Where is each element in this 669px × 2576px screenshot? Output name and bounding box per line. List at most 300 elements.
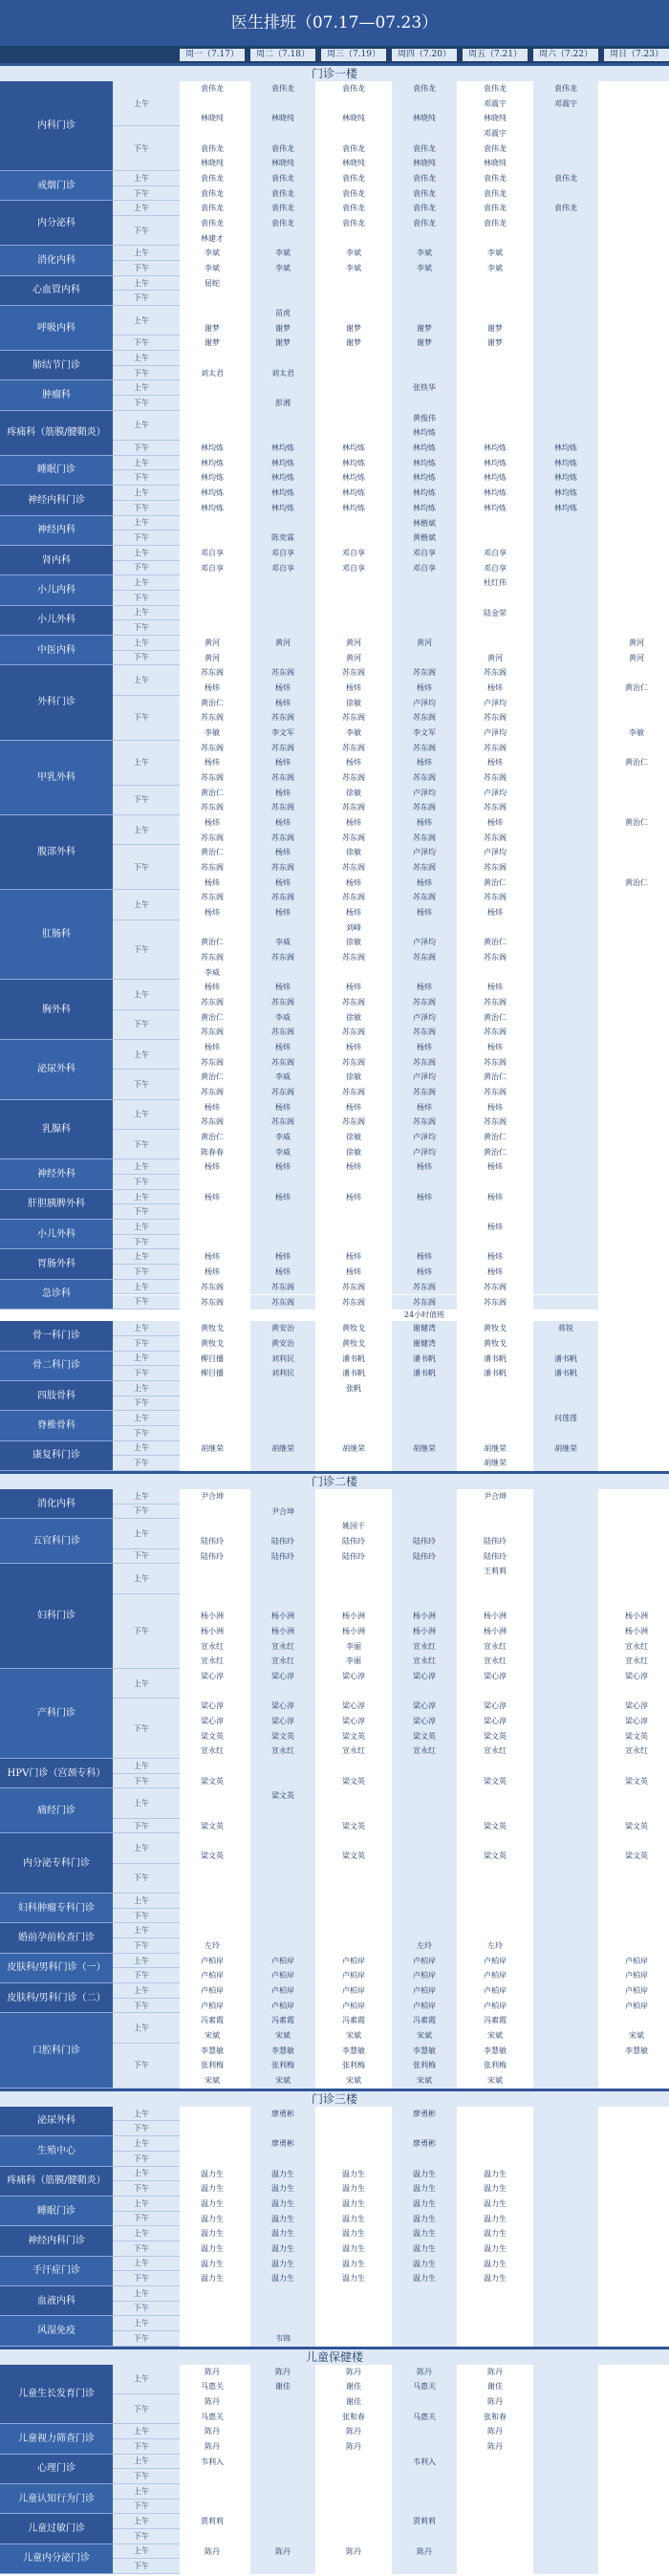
schedule-cell: 卢柏岸 bbox=[321, 1968, 386, 1983]
schedule-cell bbox=[533, 1684, 598, 1699]
schedule-cell bbox=[604, 741, 669, 756]
schedule-cell bbox=[533, 561, 598, 576]
schedule-cell bbox=[321, 1833, 386, 1849]
schedule-cell: 林均炼 bbox=[463, 470, 528, 486]
department-name: 肾内科 bbox=[0, 546, 113, 575]
schedule-cell: 宋斌 bbox=[180, 2028, 245, 2044]
schedule-cell bbox=[250, 351, 315, 366]
schedule-cell bbox=[604, 1235, 669, 1250]
schedule-cell bbox=[604, 1220, 669, 1235]
schedule-cell: 梁文英 bbox=[180, 1729, 245, 1744]
schedule-cell bbox=[533, 755, 598, 770]
schedule-cell: 苏东阁 bbox=[250, 1085, 315, 1100]
schedule-cell: 黄治仁 bbox=[463, 1010, 528, 1026]
schedule-cell bbox=[533, 1175, 598, 1190]
schedule-cell: 李文军 bbox=[392, 725, 457, 741]
schedule-cell: 柳目播 bbox=[180, 1366, 245, 1381]
schedule-cell bbox=[604, 561, 669, 576]
department-name: 胸外科 bbox=[0, 980, 113, 1040]
schedule-cell bbox=[604, 1249, 669, 1265]
schedule-cell: 杨炜 bbox=[321, 905, 386, 920]
schedule-cell bbox=[321, 1411, 386, 1426]
department-name: 小儿内科 bbox=[0, 575, 113, 605]
am-label: 上午 bbox=[113, 516, 180, 531]
schedule-cell: 杨炜 bbox=[392, 1040, 457, 1055]
pm-label: 下午 bbox=[113, 1396, 180, 1412]
schedule-cell bbox=[392, 1774, 457, 1789]
schedule-cell bbox=[533, 380, 598, 396]
schedule-cell bbox=[250, 1220, 315, 1235]
schedule-cell: 苏东阁 bbox=[180, 860, 245, 876]
schedule-cell bbox=[321, 575, 386, 591]
schedule-cell bbox=[463, 2529, 528, 2544]
schedule-cell bbox=[533, 831, 598, 846]
schedule-cell: 宋斌 bbox=[392, 2073, 457, 2089]
schedule-cell bbox=[533, 396, 598, 411]
schedule-cell: 左玲 bbox=[180, 1938, 245, 1954]
schedule-cell: 苏东阁 bbox=[463, 741, 528, 756]
schedule-cell: 李斌 bbox=[250, 261, 315, 276]
am-label: 上午 bbox=[113, 2286, 180, 2302]
schedule-cell bbox=[321, 2121, 386, 2136]
pm-label: 下午 bbox=[113, 2212, 180, 2227]
schedule-cell bbox=[321, 2529, 386, 2544]
schedule-cell: 陆伟玲 bbox=[180, 1549, 245, 1565]
schedule-cell: 陈奕霖 bbox=[250, 530, 315, 546]
pm-label: 下午 bbox=[113, 1130, 180, 1159]
schedule-cell bbox=[180, 1579, 245, 1594]
schedule-cell: 苏东阁 bbox=[180, 995, 245, 1010]
schedule-cell: 苏东阁 bbox=[250, 665, 315, 681]
schedule-cell bbox=[321, 2152, 386, 2167]
am-label: 上午 bbox=[113, 351, 180, 366]
am-label: 上午 bbox=[113, 890, 180, 920]
header-day: 周五（7.21） bbox=[463, 49, 528, 61]
section-header: 门诊二楼 bbox=[0, 1471, 669, 1489]
schedule-cell bbox=[463, 231, 528, 247]
schedule-cell bbox=[180, 620, 245, 636]
schedule-cell: 张和春 bbox=[463, 2410, 528, 2425]
department-name: 肿瘤科 bbox=[0, 380, 113, 410]
schedule-cell: 黄牧戈 bbox=[321, 1336, 386, 1352]
department-name: 睡眠门诊 bbox=[0, 2197, 113, 2226]
am-label: 上午 bbox=[113, 2544, 180, 2560]
schedule-cell bbox=[463, 396, 528, 411]
schedule-cell bbox=[463, 2484, 528, 2500]
schedule-cell: 杨炜 bbox=[463, 1100, 528, 1115]
schedule-cell: 杨小洲 bbox=[463, 1624, 528, 1639]
department-name: HPV门诊（宫颈专科） bbox=[0, 1759, 113, 1788]
department-name: 骨二科门诊 bbox=[0, 1352, 113, 1381]
schedule-cell bbox=[180, 2286, 245, 2302]
schedule-cell: 温力生 bbox=[463, 2197, 528, 2212]
schedule-cell: 苗虎 bbox=[250, 306, 315, 321]
schedule-cell bbox=[463, 2107, 528, 2122]
schedule-cell: 屈蛇 bbox=[180, 276, 245, 292]
am-label: 上午 bbox=[113, 815, 180, 845]
schedule-cell: 梁心淳 bbox=[463, 1714, 528, 1729]
schedule-cell bbox=[180, 1519, 245, 1534]
schedule-cell: 宋斌 bbox=[321, 2028, 386, 2044]
schedule-cell bbox=[250, 2439, 315, 2455]
schedule-cell bbox=[604, 97, 669, 112]
schedule-cell: 陆伟玲 bbox=[321, 1534, 386, 1549]
schedule-cell bbox=[604, 396, 669, 411]
pm-label: 下午 bbox=[113, 2394, 180, 2424]
schedule-cell bbox=[604, 2379, 669, 2394]
schedule-cell bbox=[250, 651, 315, 666]
schedule-cell bbox=[250, 1774, 315, 1789]
schedule-cell bbox=[533, 1159, 598, 1175]
schedule-cell: 卢泽均 bbox=[392, 696, 457, 711]
schedule-cell bbox=[463, 306, 528, 321]
schedule-cell: 卢泽均 bbox=[392, 935, 457, 950]
schedule-cell: 陆伟玲 bbox=[463, 1549, 528, 1565]
department-name: 骨一科门诊 bbox=[0, 1321, 113, 1351]
schedule-cell bbox=[250, 965, 315, 981]
schedule-cell: 苏东阁 bbox=[250, 800, 315, 815]
schedule-cell: 李斌 bbox=[392, 261, 457, 276]
schedule-cell bbox=[180, 1594, 245, 1610]
schedule-cell bbox=[463, 636, 528, 651]
schedule-cell bbox=[321, 1396, 386, 1412]
schedule-cell bbox=[392, 1833, 457, 1849]
schedule-cell bbox=[180, 2107, 245, 2122]
schedule-cell: 杨炜 bbox=[392, 1249, 457, 1265]
schedule-cell: 刘利民 bbox=[250, 1366, 315, 1381]
schedule-cell bbox=[533, 2073, 598, 2089]
schedule-cell: 李威 bbox=[180, 965, 245, 981]
schedule-cell: 袁伟龙 bbox=[180, 186, 245, 202]
schedule-cell: 卢柏岸 bbox=[180, 1983, 245, 1999]
schedule-cell bbox=[180, 1878, 245, 1894]
schedule-cell bbox=[604, 470, 669, 486]
schedule-cell bbox=[250, 2121, 315, 2136]
schedule-cell bbox=[321, 396, 386, 411]
schedule-cell bbox=[533, 681, 598, 696]
schedule-cell bbox=[392, 1504, 457, 1520]
schedule-cell: 苏东阁 bbox=[463, 1295, 528, 1310]
schedule-cell bbox=[392, 1909, 457, 1924]
schedule-cell bbox=[250, 1938, 315, 1954]
schedule-cell bbox=[533, 1774, 598, 1789]
schedule-cell bbox=[533, 950, 598, 965]
header-day: 周二（7.18） bbox=[250, 49, 315, 61]
schedule-cell: 苏东阁 bbox=[180, 1280, 245, 1295]
schedule-cell bbox=[463, 2514, 528, 2529]
schedule-cell: 卢柏岸 bbox=[321, 1999, 386, 2014]
schedule-cell: 苏东阁 bbox=[463, 710, 528, 725]
am-label: 上午 bbox=[113, 1788, 180, 1818]
schedule-cell: 卢柏岸 bbox=[180, 1954, 245, 1969]
schedule-cell: 苏东阁 bbox=[463, 890, 528, 905]
schedule-cell: 谢佳 bbox=[321, 2379, 386, 2394]
schedule-cell bbox=[250, 1819, 315, 1834]
schedule-cell bbox=[392, 591, 457, 606]
schedule-cell: 卢柏岸 bbox=[463, 1968, 528, 1983]
schedule-cell: 梁文英 bbox=[604, 1729, 669, 1744]
schedule-cell: 卢柏岸 bbox=[463, 1983, 528, 1999]
schedule-cell: 温力生 bbox=[392, 2226, 457, 2241]
schedule-cell: 梁心淳 bbox=[463, 1699, 528, 1714]
schedule-cell: 梁心淳 bbox=[250, 1699, 315, 1714]
schedule-cell: 温力生 bbox=[180, 2271, 245, 2286]
schedule-cell bbox=[321, 291, 386, 306]
schedule-cell bbox=[180, 1909, 245, 1924]
am-label: 上午 bbox=[113, 606, 180, 621]
department-name: 血液内科 bbox=[0, 2286, 113, 2316]
schedule-cell: 苏东阁 bbox=[392, 1295, 457, 1310]
schedule-cell: 宣永红 bbox=[392, 1654, 457, 1669]
department-name: 内分泌专科门诊 bbox=[0, 1833, 113, 1894]
schedule-cell: 邓震宇 bbox=[463, 97, 528, 112]
schedule-cell bbox=[180, 1396, 245, 1412]
schedule-cell bbox=[533, 1609, 598, 1624]
schedule-cell: 苏东阁 bbox=[180, 1295, 245, 1310]
schedule-cell: 陈丹 bbox=[250, 2365, 315, 2380]
schedule-cell: 杨小洲 bbox=[180, 1609, 245, 1624]
am-label: 上午 bbox=[113, 2316, 180, 2331]
schedule-cell bbox=[392, 606, 457, 621]
schedule-cell bbox=[604, 665, 669, 681]
schedule-cell bbox=[180, 396, 245, 411]
schedule-cell: 林均炼 bbox=[180, 486, 245, 501]
schedule-cell: 陈丹 bbox=[463, 2365, 528, 2380]
schedule-cell bbox=[321, 411, 386, 426]
schedule-cell: 林晓纯 bbox=[321, 156, 386, 171]
schedule-cell: 苏东阁 bbox=[463, 831, 528, 846]
department-name: 手汗症门诊 bbox=[0, 2257, 113, 2286]
schedule-cell bbox=[392, 2424, 457, 2439]
schedule-cell bbox=[321, 1894, 386, 1909]
schedule-cell: 黄治仁 bbox=[604, 755, 669, 770]
schedule-cell bbox=[392, 2121, 457, 2136]
schedule-cell bbox=[604, 935, 669, 950]
schedule-cell bbox=[604, 1040, 669, 1055]
schedule-cell bbox=[392, 366, 457, 381]
schedule-cell bbox=[604, 1010, 669, 1026]
schedule-cell bbox=[250, 1519, 315, 1534]
pm-label: 下午 bbox=[113, 1336, 180, 1352]
am-label: 上午 bbox=[113, 1159, 180, 1175]
schedule-cell: 邓自享 bbox=[321, 546, 386, 561]
schedule-cell bbox=[604, 1594, 669, 1610]
schedule-cell bbox=[250, 1804, 315, 1819]
schedule-cell: 梁心淳 bbox=[392, 1714, 457, 1729]
schedule-cell bbox=[321, 1489, 386, 1504]
am-label: 上午 bbox=[113, 411, 180, 441]
schedule-cell: 林均炼 bbox=[180, 470, 245, 486]
schedule-cell: 袁伟龙 bbox=[321, 81, 386, 97]
schedule-cell bbox=[533, 1040, 598, 1055]
department-name: 儿童认知行为门诊 bbox=[0, 2484, 113, 2514]
schedule-cell: 林均炼 bbox=[463, 441, 528, 456]
schedule-cell bbox=[180, 2316, 245, 2331]
schedule-cell bbox=[533, 530, 598, 546]
department-name: 婚前孕前检查门诊 bbox=[0, 1923, 113, 1953]
schedule-cell: 杨炜 bbox=[180, 815, 245, 831]
schedule-cell: 林晓纯 bbox=[392, 111, 457, 126]
schedule-cell bbox=[533, 815, 598, 831]
schedule-cell bbox=[533, 2514, 598, 2529]
schedule-cell: 陈丹 bbox=[463, 2439, 528, 2455]
schedule-cell bbox=[180, 2136, 245, 2152]
department-name: 泌尿外科 bbox=[0, 2107, 113, 2136]
schedule-cell: 姚国千 bbox=[321, 1519, 386, 1534]
schedule-cell bbox=[533, 1594, 598, 1610]
schedule-cell bbox=[604, 441, 669, 456]
schedule-cell: 蒋锐 bbox=[533, 1321, 598, 1336]
am-label: 上午 bbox=[113, 1321, 180, 1336]
schedule-cell: 苏东阁 bbox=[250, 950, 315, 965]
schedule-cell: 黄河 bbox=[250, 636, 315, 651]
schedule-cell: 黄治仁 bbox=[180, 696, 245, 711]
schedule-cell: 袁伟龙 bbox=[321, 141, 386, 157]
schedule-cell: 林均炼 bbox=[392, 486, 457, 501]
schedule-cell bbox=[604, 696, 669, 711]
schedule-cell: 苏东阁 bbox=[463, 860, 528, 876]
schedule-cell bbox=[533, 1788, 598, 1804]
am-label: 上午 bbox=[113, 1441, 180, 1457]
schedule-cell bbox=[250, 291, 315, 306]
schedule-cell: 邓自享 bbox=[392, 546, 457, 561]
schedule-cell: 黄治仁 bbox=[463, 1145, 528, 1160]
schedule-cell: 冯素霞 bbox=[180, 2013, 245, 2028]
schedule-cell: 袁伟龙 bbox=[180, 141, 245, 157]
schedule-cell bbox=[250, 97, 315, 112]
schedule-cell: 杨炜 bbox=[180, 1159, 245, 1175]
schedule-cell bbox=[604, 710, 669, 725]
schedule-cell bbox=[392, 1564, 457, 1579]
schedule-cell bbox=[533, 1564, 598, 1579]
schedule-cell: 陆伟玲 bbox=[250, 1549, 315, 1565]
schedule-cell: 柳目播 bbox=[180, 1352, 245, 1367]
schedule-cell bbox=[604, 1265, 669, 1280]
schedule-cell: 温力生 bbox=[463, 2271, 528, 2286]
schedule-cell: 邓自享 bbox=[392, 561, 457, 576]
schedule-cell bbox=[604, 276, 669, 292]
schedule-cell: 杨炜 bbox=[180, 876, 245, 891]
schedule-cell bbox=[180, 1684, 245, 1699]
schedule-cell bbox=[250, 2500, 315, 2515]
schedule-cell bbox=[533, 2212, 598, 2227]
schedule-cell: 卢柏岸 bbox=[321, 1983, 386, 1999]
pm-label: 下午 bbox=[113, 1426, 180, 1441]
schedule-cell: 林均炼 bbox=[392, 441, 457, 456]
pm-label: 下午 bbox=[113, 2469, 180, 2484]
pm-label: 下午 bbox=[113, 2559, 180, 2574]
am-label: 上午 bbox=[113, 2514, 180, 2529]
schedule-cell bbox=[604, 770, 669, 786]
am-label: 上午 bbox=[113, 2455, 180, 2470]
schedule-cell bbox=[533, 696, 598, 711]
schedule-cell bbox=[604, 2226, 669, 2241]
pm-label: 下午 bbox=[113, 1699, 180, 1759]
schedule-cell bbox=[533, 2316, 598, 2331]
department-name: 心血管内科 bbox=[0, 276, 113, 306]
schedule-cell bbox=[321, 620, 386, 636]
schedule-cell bbox=[533, 965, 598, 981]
schedule-cell bbox=[533, 2394, 598, 2410]
schedule-cell: 谢佳 bbox=[321, 2394, 386, 2410]
schedule-cell: 梁文英 bbox=[463, 1729, 528, 1744]
schedule-cell: 苏东阁 bbox=[463, 800, 528, 815]
schedule-cell bbox=[392, 291, 457, 306]
schedule-cell bbox=[321, 1579, 386, 1594]
schedule-cell bbox=[604, 2484, 669, 2500]
schedule-cell bbox=[392, 126, 457, 141]
schedule-cell: 尹合坤 bbox=[463, 1489, 528, 1504]
schedule-cell: 宣永红 bbox=[392, 1743, 457, 1759]
schedule-cell bbox=[392, 1396, 457, 1412]
schedule-cell: 宋斌 bbox=[250, 2028, 315, 2044]
schedule-cell: 马惠关 bbox=[392, 2410, 457, 2425]
schedule-cell: 徐敏 bbox=[321, 696, 386, 711]
schedule-cell: 梁心淳 bbox=[321, 1669, 386, 1684]
schedule-cell: 林均炼 bbox=[392, 470, 457, 486]
schedule-cell: 潘书帆 bbox=[392, 1352, 457, 1367]
schedule-cell: 林晓纯 bbox=[180, 156, 245, 171]
schedule-cell: 苏东阁 bbox=[463, 665, 528, 681]
schedule-cell: 温力生 bbox=[250, 2212, 315, 2227]
schedule-cell bbox=[533, 1336, 598, 1352]
schedule-cell bbox=[321, 516, 386, 531]
schedule-cell bbox=[604, 1441, 669, 1457]
schedule-cell: 邓自享 bbox=[321, 561, 386, 576]
schedule-cell: 苏东阁 bbox=[321, 1280, 386, 1295]
schedule-cell bbox=[180, 306, 245, 321]
schedule-cell bbox=[533, 2028, 598, 2044]
am-label: 上午 bbox=[113, 201, 180, 216]
schedule-cell bbox=[463, 2331, 528, 2347]
schedule-cell bbox=[533, 366, 598, 381]
schedule-cell: 宋斌 bbox=[392, 2028, 457, 2044]
schedule-cell bbox=[321, 1235, 386, 1250]
schedule-cell bbox=[180, 591, 245, 606]
schedule-cell bbox=[533, 516, 598, 531]
schedule-cell bbox=[533, 2121, 598, 2136]
schedule-cell: 杨炜 bbox=[180, 1040, 245, 1055]
schedule-cell: 李斌 bbox=[180, 246, 245, 261]
department-name: 肺结节门诊 bbox=[0, 351, 113, 380]
schedule-cell: 杨炜 bbox=[463, 1190, 528, 1205]
schedule-cell: 杨小洲 bbox=[392, 1609, 457, 1624]
schedule-cell: 谢佳 bbox=[463, 2379, 528, 2394]
schedule-cell bbox=[180, 2469, 245, 2484]
schedule-cell: 杨小洲 bbox=[604, 1609, 669, 1624]
schedule-cell: 苏东阁 bbox=[180, 770, 245, 786]
schedule-cell: 张和春 bbox=[321, 2410, 386, 2425]
schedule-cell bbox=[604, 1190, 669, 1205]
schedule-cell: 温力生 bbox=[250, 2167, 315, 2182]
schedule-cell: 苏东阁 bbox=[321, 800, 386, 815]
schedule-cell: 黄河 bbox=[604, 651, 669, 666]
schedule-cell bbox=[321, 2286, 386, 2302]
pm-label: 下午 bbox=[113, 1999, 180, 2014]
schedule-cell bbox=[463, 2316, 528, 2331]
schedule-cell: 李斌 bbox=[250, 246, 315, 261]
schedule-cell bbox=[250, 1894, 315, 1909]
am-label: 上午 bbox=[113, 1759, 180, 1774]
schedule-cell bbox=[533, 1489, 598, 1504]
schedule-cell bbox=[180, 411, 245, 426]
schedule-cell bbox=[180, 425, 245, 441]
schedule-cell: 林均炼 bbox=[180, 441, 245, 456]
schedule-cell bbox=[604, 261, 669, 276]
am-label: 上午 bbox=[113, 741, 180, 786]
schedule-cell bbox=[321, 606, 386, 621]
schedule-cell bbox=[533, 2424, 598, 2439]
